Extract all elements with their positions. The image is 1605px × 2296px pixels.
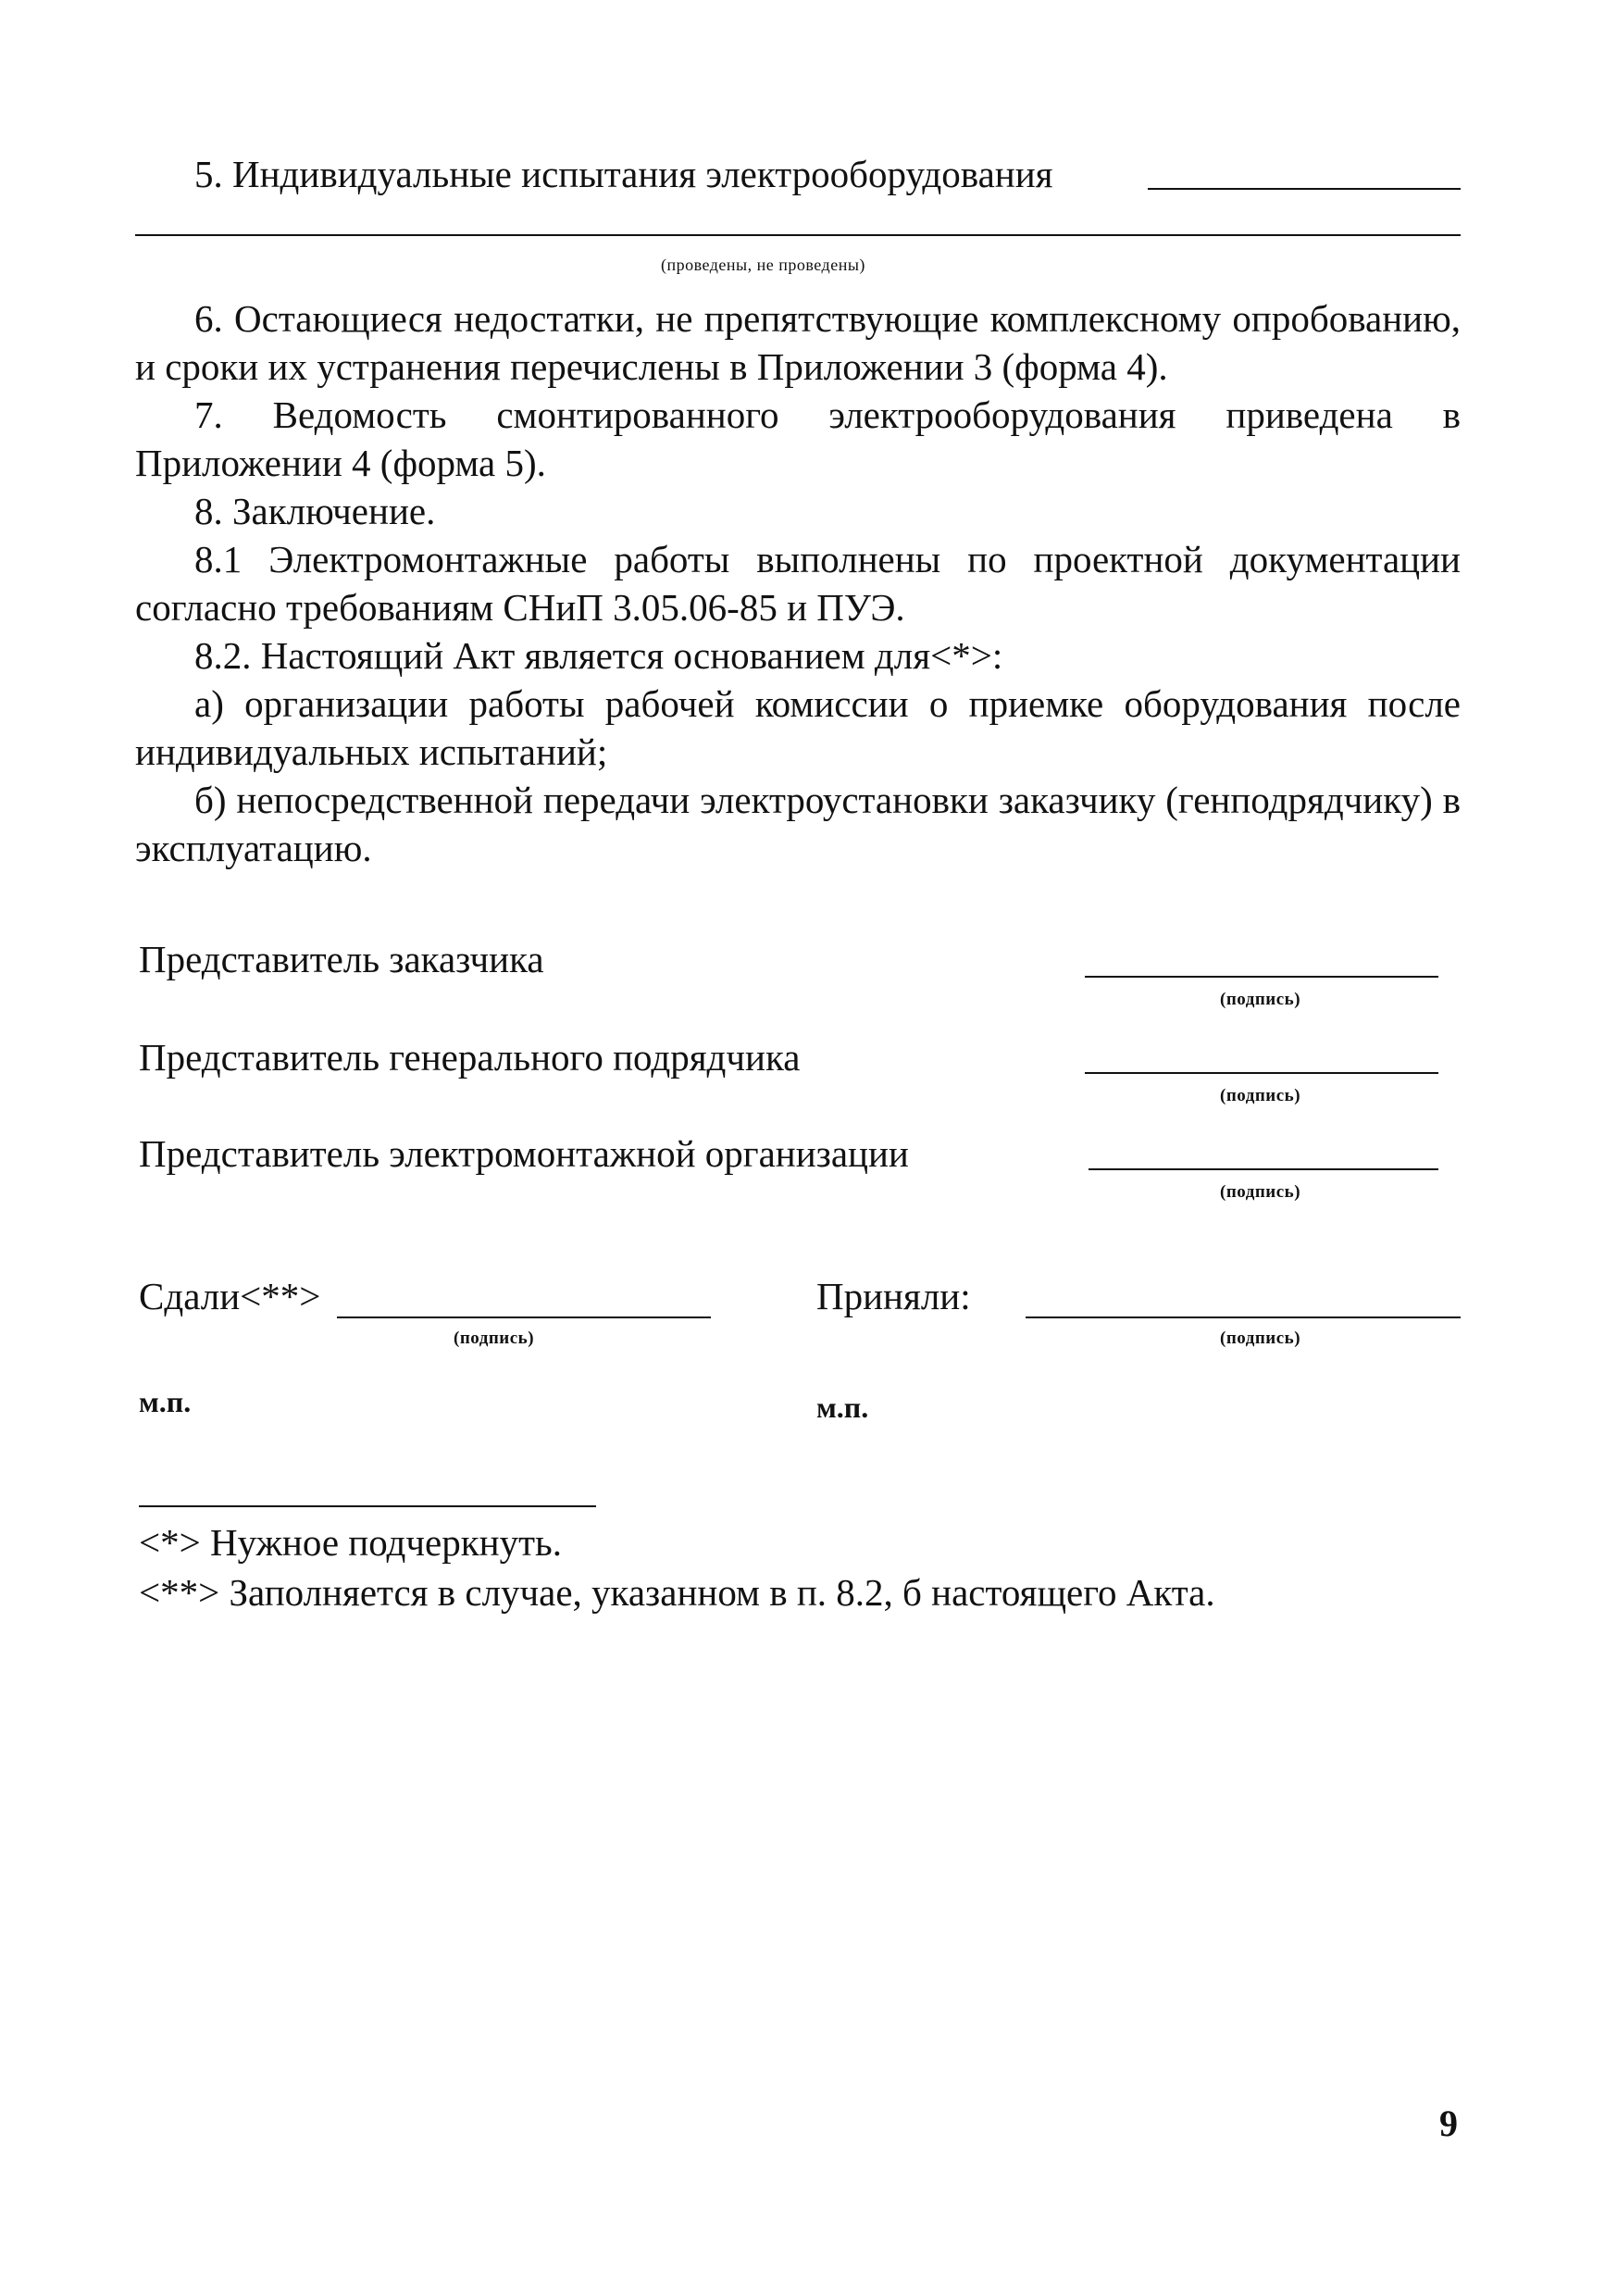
signature-label: Представитель электромонтажной организации: [139, 1132, 909, 1175]
item8-b-paragraph: б) непосредственной передачи электроустановки заказчику (генподрядчику) в эксплуатацию.: [135, 779, 1461, 869]
item5-caption: (проведены, не проведены): [661, 256, 865, 274]
gave-stamp: м.п.: [139, 1385, 192, 1418]
signature-label: Представитель генерального подрядчика: [139, 1036, 801, 1079]
gave-caption: (подпись): [454, 1329, 535, 1348]
signature-caption: (подпись): [1220, 990, 1301, 1009]
item8-heading: 8. Заключение.: [194, 490, 436, 532]
took-caption: (подпись): [1220, 1329, 1301, 1348]
item8-2-paragraph: 8.2. Настоящий Акт является основанием для<*>:: [194, 634, 1003, 677]
item5-fill-line: [1148, 188, 1461, 190]
signature-caption: (подпись): [1220, 1086, 1301, 1105]
took-label: Приняли:: [816, 1275, 971, 1317]
signature-caption: (подпись): [1220, 1182, 1301, 1202]
gave-label: Сдали<**>: [139, 1275, 321, 1317]
gave-signature-line: [337, 1316, 711, 1318]
signature-label: Представитель заказчика: [139, 938, 544, 980]
page-number: 9: [1439, 2103, 1458, 2144]
signature-line: [1089, 1168, 1438, 1170]
footnote-separator: [139, 1505, 596, 1507]
item6-paragraph: 6. Остающиеся недостатки, не препятствующие комплексному опробованию, и сроки их устранения перечислены в Приложении 3 (форма 4).: [135, 297, 1461, 388]
footnote-2: <**> Заполняется в случае, указанном в п. 8.2, б настоящего Акта.: [139, 1571, 1215, 1614]
item8-a-paragraph: а) организации работы рабочей комиссии о приемке оборудования после индивидуальных испытаний;: [135, 682, 1461, 773]
signature-line: [1085, 1072, 1438, 1074]
item7-paragraph: 7. Ведомость смонтированного электрооборудования приведена в Приложении 4 (форма 5).: [135, 393, 1461, 484]
signature-line: [1085, 976, 1438, 978]
item8-1-paragraph: 8.1 Электромонтажные работы выполнены по проектной документации согласно требованиям СНиП 3.05.06-85 и ПУЭ.: [135, 538, 1461, 629]
item5-text: 5. Индивидуальные испытания электрооборудования: [194, 153, 1053, 195]
took-signature-line: [1026, 1316, 1461, 1318]
footnote-1: <*> Нужное подчеркнуть.: [139, 1521, 562, 1564]
item5-full-line: [135, 234, 1461, 236]
took-stamp: м.п.: [816, 1391, 869, 1424]
